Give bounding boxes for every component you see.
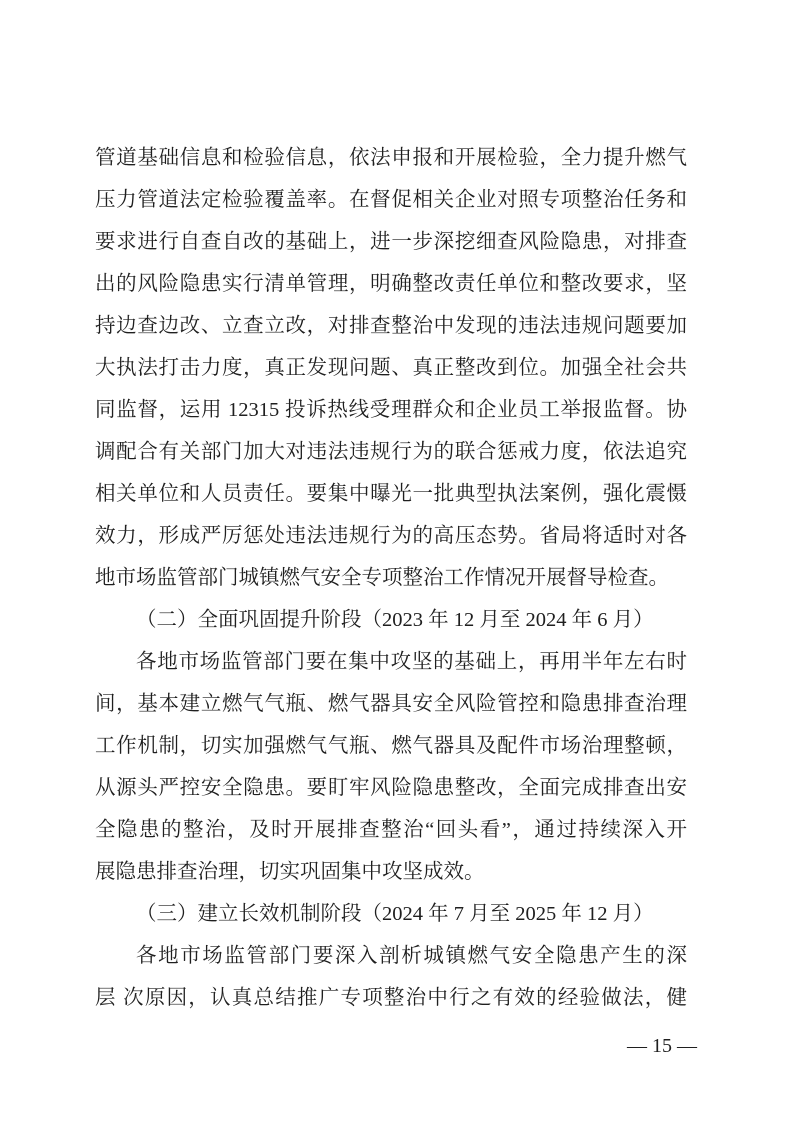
text-line: 大执法打击力度，真正发现问题、真正整改到位。加强全社会共 <box>95 357 687 379</box>
section-heading: （三）建立长效机制阶段（2024 年 7 月至 2025 年 12 月） <box>136 903 654 925</box>
text-line: 层 次原因，认真总结推广专项整治中行之有效的经验做法，健 <box>95 987 687 1009</box>
text-line: 各地市场监管部门要在集中攻坚的基础上，再用半年左右时 <box>136 651 687 673</box>
text-line: 效力，形成严厉惩处违法违规行为的高压态势。省局将适时对各 <box>95 525 687 547</box>
text-line: 要求进行自查自改的基础上，进一步深挖细查风险隐患，对排查 <box>95 231 687 253</box>
document-body <box>95 137 687 1019</box>
text-line: 间，基本建立燃气气瓶、燃气器具安全风险管控和隐患排查治理 <box>95 693 687 715</box>
text-line: 全隐患的整治，及时开展排查整治“回头看”，通过持续深入开 <box>95 819 687 841</box>
text-line: 地市场监管部门城镇燃气安全专项整治工作情况开展督导检查。 <box>95 567 669 589</box>
text-line: 相关单位和人员责任。要集中曝光一批典型执法案例，强化震慑 <box>95 483 687 505</box>
page-number: — 15 — <box>627 1035 697 1057</box>
text-line: 出的风险隐患实行清单管理，明确整改责任单位和整改要求，坚 <box>95 273 687 295</box>
text-line: 各地市场监管部门要深入剖析城镇燃气安全隐患产生的深 <box>136 945 687 967</box>
text-line: 调配合有关部门加大对违法违规行为的联合惩戒力度，依法追究 <box>95 441 687 463</box>
text-line: 压力管道法定检验覆盖率。在督促相关企业对照专项整治任务和 <box>95 189 687 211</box>
text-line: 工作机制，切实加强燃气气瓶、燃气器具及配件市场治理整顿， <box>95 735 687 757</box>
text-line: 从源头严控安全隐患。要盯牢风险隐患整改，全面完成排查出安 <box>95 777 687 799</box>
section-heading: （二）全面巩固提升阶段（2023 年 12 月至 2024 年 6 月） <box>136 609 654 631</box>
text-line: 持边查边改、立查立改，对排查整治中发现的违法违规问题要加 <box>95 315 687 337</box>
text-line: 展隐患排查治理，切实巩固集中攻坚成效。 <box>95 861 485 883</box>
text-line: 同监督，运用 12315 投诉热线受理群众和企业员工举报监督。协 <box>95 399 687 421</box>
text-line: 管道基础信息和检验信息，依法申报和开展检验，全力提升燃气 <box>95 147 687 169</box>
